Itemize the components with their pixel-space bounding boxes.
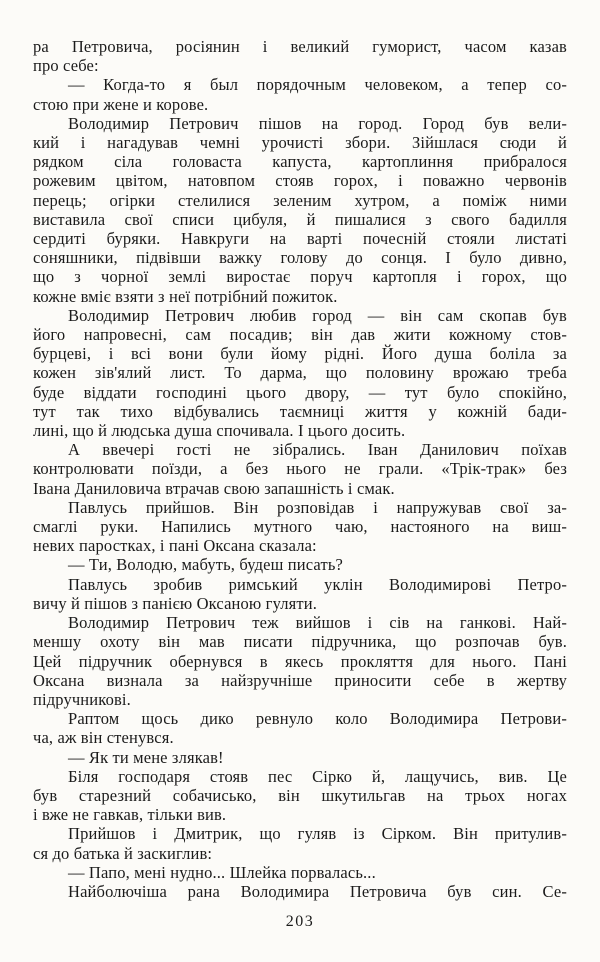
text-line: контролювати поїзди, а без нього не грали. «Трік-трак» без bbox=[33, 459, 567, 479]
text-line: що з чорної землі виростає поруч картопля і горох, що bbox=[33, 267, 567, 287]
text-line: — Когда-то я был порядочным человеком, а тепер со- bbox=[68, 75, 567, 95]
text-line: кожне вміє взяти з неї потрібний пожиток. bbox=[33, 286, 338, 306]
text-line: Володимир Петрович пішов на город. Город був вели- bbox=[68, 113, 567, 133]
text-line: Оксана визнала за найзручніше приносити себе в жертву bbox=[33, 670, 567, 690]
text-line: Павлусь прийшов. Він розповідав і напружував свої за- bbox=[68, 497, 567, 517]
text-line: смаглі руки. Напились мутного чаю, настояного на виш- bbox=[33, 517, 567, 537]
text-line: Павлусь зробив римський уклін Володимирові Петро- bbox=[68, 574, 567, 594]
page-number: 203 bbox=[285, 913, 315, 930]
text-line: рядком сіла головаста капуста, картоплиння прибралося bbox=[33, 152, 567, 172]
text-line: ра Петровича, росіянин і великий гуморист, часом казав bbox=[33, 37, 567, 56]
text-line: Прийшов і Дмитрик, що гуляв із Сірком. Він притулив- bbox=[68, 824, 567, 844]
text-line: ча, аж він стенувся. bbox=[33, 728, 174, 748]
text-line: меншу охоту він мав писати підручника, що розпочав був. bbox=[33, 632, 567, 652]
text-line: сердиті буряки. Навкруги на варті почесній стояли листаті bbox=[33, 229, 567, 249]
text-line: перець; огірки стелилися зеленим хутром, а поміж ними bbox=[33, 190, 567, 210]
text-line: про себе: bbox=[33, 56, 99, 76]
text-line: тут так тихо відбувались таємниці життя у кожній бади- bbox=[33, 401, 567, 421]
text-line: соняшники, підвівши важку голову до сонця. І було дивно, bbox=[33, 248, 567, 268]
text-line: — Ти, Володю, мабуть, будеш писать? bbox=[68, 555, 343, 575]
text-line: ся до батька й заскиглив: bbox=[33, 843, 213, 863]
text-line: лині, що й людська душа спочивала. І цього досить. bbox=[33, 421, 406, 441]
text-line: — Як ти мене злякав! bbox=[68, 747, 224, 767]
text-line: його напровесні, сам посадив; він дав жити кожному стов- bbox=[33, 325, 567, 345]
text-line: Володимир Петрович любив город — він сам скопав був bbox=[68, 305, 567, 325]
text-line: невих паростках, і пані Оксана сказала: bbox=[33, 536, 317, 556]
text-line: стою при жене и корове. bbox=[33, 94, 209, 114]
text-line: бурцеві, і всі вони були йому рідні. Його душа боліла за bbox=[33, 344, 567, 364]
text-line: і вже не гавкав, тільки вив. bbox=[33, 805, 227, 825]
text-line: буде віддати господині цього двору, — тут було спокійно, bbox=[33, 382, 567, 402]
text-line: Цей підручник обернувся в якесь прокляття для нього. Пані bbox=[33, 651, 567, 671]
text-line: рожевим цвітом, натовпом стояв горох, і поважно червонів bbox=[33, 171, 567, 191]
text-line: вичу й пішов з панією Оксаною гуляти. bbox=[33, 593, 318, 613]
text-line: — Папо, мені нудно... Шлейка порвалась... bbox=[68, 862, 376, 882]
text-line: Найболючіша рана Володимира Петровича був син. Се- bbox=[68, 881, 567, 901]
text-line: Біля господаря стояв пес Сірко й, лащучись, вив. Це bbox=[68, 766, 567, 786]
text-line: підручникові. bbox=[33, 689, 131, 709]
text-line: Володимир Петрович теж вийшов і сів на ганкові. Най- bbox=[68, 613, 567, 633]
text-line: А ввечері гості не зібрались. Іван Данилович поїхав bbox=[68, 440, 567, 460]
text-line: Раптом щось дико ревнуло коло Володимира Петрови- bbox=[68, 709, 567, 729]
text-line: виставила свої списи цибуля, й пишалися з свого бадилля bbox=[33, 209, 567, 229]
text-line: був старезний собачисько, він шкутильгав на трьох ногах bbox=[33, 785, 567, 805]
text-line: кий і нагадував чемні урочисті збори. Зійшлася сюди й bbox=[33, 133, 567, 153]
page-text bbox=[33, 37, 567, 901]
text-line: Івана Даниловича втрачав свою запашність і смак. bbox=[33, 478, 395, 498]
text-line: кожен зів'ялий лист. То дарма, що половину врожаю треба bbox=[33, 363, 567, 383]
